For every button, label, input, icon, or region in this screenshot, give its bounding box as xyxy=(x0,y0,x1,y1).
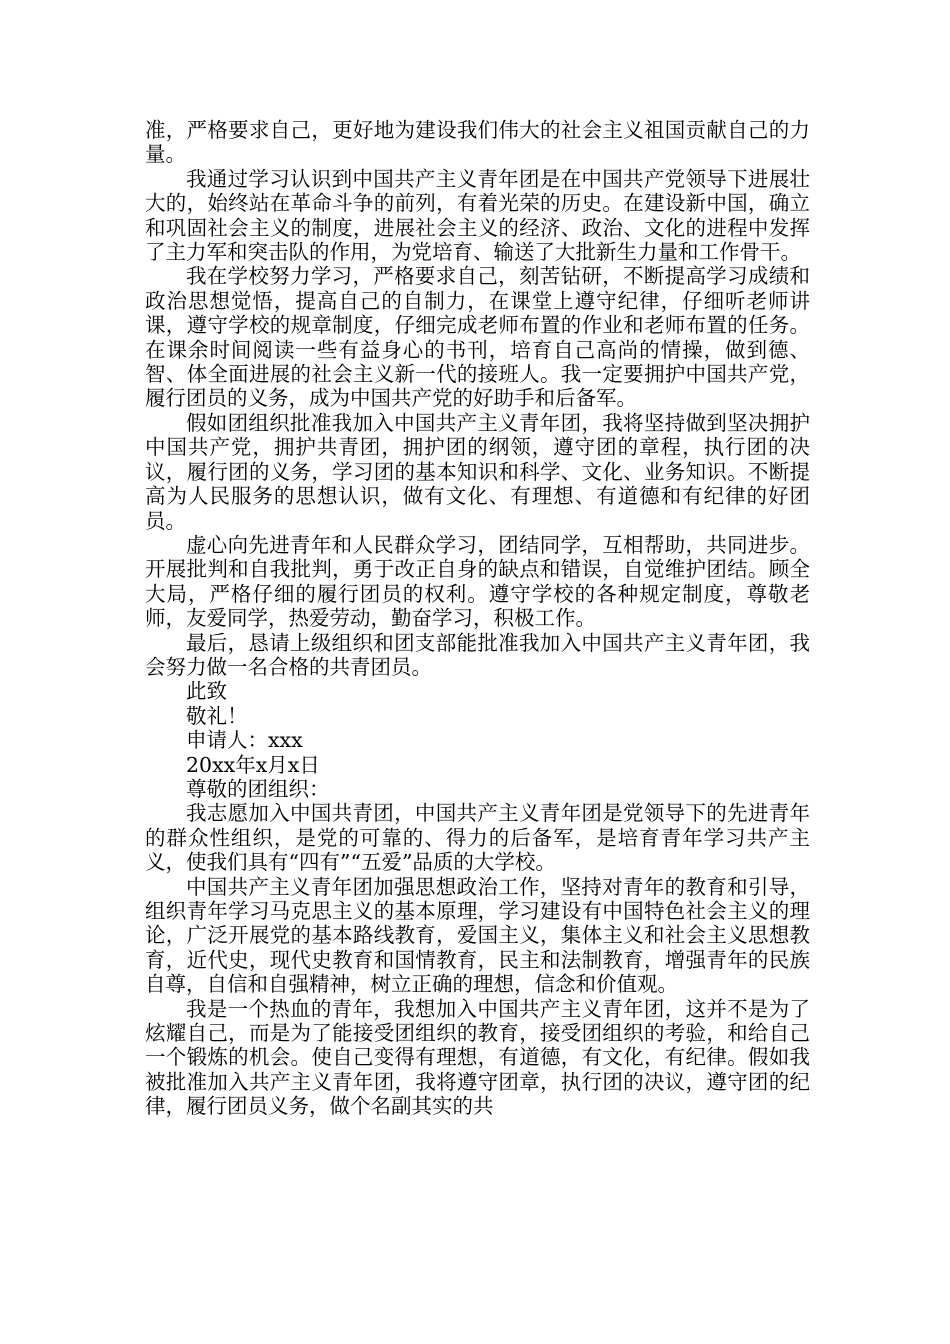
paragraph-1: 准，严格要求自己，更好地为建设我们伟大的社会主义祖国贡献自己的力量。 xyxy=(145,118,810,167)
closing-regards: 敬礼！ xyxy=(186,703,248,728)
paragraph-3: 我在学校努力学习，严格要求自己，刻苦钻研，不断提高学习成绩和政治思想觉悟，提高自己的自制力，在课堂上遵守纪律，仔细听老师讲课，遵守学校的规章制度，仔细完成老师布置的作业和老师布置的任务。在课余时间阅读一些有益身心的书刊，培育自己高尚的情操，做到德、智、体全面进展的社会主义新一代的接班人。我一定要拥护中国共产党，履行团员的义务，成为中国共产党的好助手和后备军。 xyxy=(145,264,810,411)
paragraph-8: 中国共产主义青年团加强思想政治工作，坚持对青年的教育和引导，组织青年学习马克思主义的基本原理，学习建设有中国特色社会主义的理论，广泛开展党的基本路线教育，爱国主义，集体主义和社会主义思想教育，近代史，现代史教育和国情教育，民主和法制教育，增强青年的民族自尊，自信和自强精神，树立正确的理想，信念和价值观。 xyxy=(145,874,810,997)
applicant-signature: 申请人：xxx xyxy=(186,728,303,753)
paragraph-9: 我是一个热血的青年，我想加入中国共产主义青年团，这并不是为了炫耀自己，而是为了能接受团组织的教育，接受团组织的考验，和给自己一个锻炼的机会。使自己变得有理想，有道德，有文化，有纪律。假如我被批准加入共产主义青年团，我将遵守团章，执行团的决议，遵守团的纪律，履行团员义务，做个名副其实的共 xyxy=(145,996,810,1119)
paragraph-4: 假如团组织批准我加入中国共产主义青年团，我将坚持做到坚决拥护中国共产党，拥护共青团，拥护团的纲领，遵守团的章程，执行团的决议，履行团的义务，学习团的基本知识和科学、文化、业务知识。不断提高为人民服务的思想认识，做有文化、有理想、有道德和有纪律的好团员。 xyxy=(145,410,810,533)
paragraph-5: 虚心向先进青年和人民群众学习，团结同学，互相帮助，共同进步。开展批判和自我批判，勇于改正自身的缺点和错误，自觉维护团结。顾全大局，严格仔细的履行团员的权利。遵守学校的各种规定制度，尊敬老师，友爱同学，热爱劳动，勤奋学习，积极工作。 xyxy=(145,532,810,631)
paragraph-2: 我通过学习认识到中国共产主义青年团是在中国共产党领导下进展壮大的，始终站在革命斗争的前列，有着光荣的历史。在建设新中国，确立和巩固社会主义的制度，进展社会主义的经济、政治、文化的进程中发挥了主力军和突击队的作用，为党培育、输送了大批新生力量和工作骨干。 xyxy=(145,166,810,265)
letter-date: 20xx年x月x日 xyxy=(186,752,320,777)
letter-greeting: 尊敬的团组织： xyxy=(186,776,330,801)
document-page xyxy=(145,118,810,1119)
paragraph-6: 最后，恳请上级组织和团支部能批准我加入中国共产主义青年团，我会努力做一名合格的共青团员。 xyxy=(145,630,810,679)
paragraph-7: 我志愿加入中国共青团，中国共产主义青年团是党领导下的先进青年的群众性组织，是党的可靠的、得力的后备军，是培育青年学习共产主义，使我们具有“四有”“五爱”品质的大学校。 xyxy=(145,801,810,875)
closing-salutation: 此致 xyxy=(186,679,227,704)
